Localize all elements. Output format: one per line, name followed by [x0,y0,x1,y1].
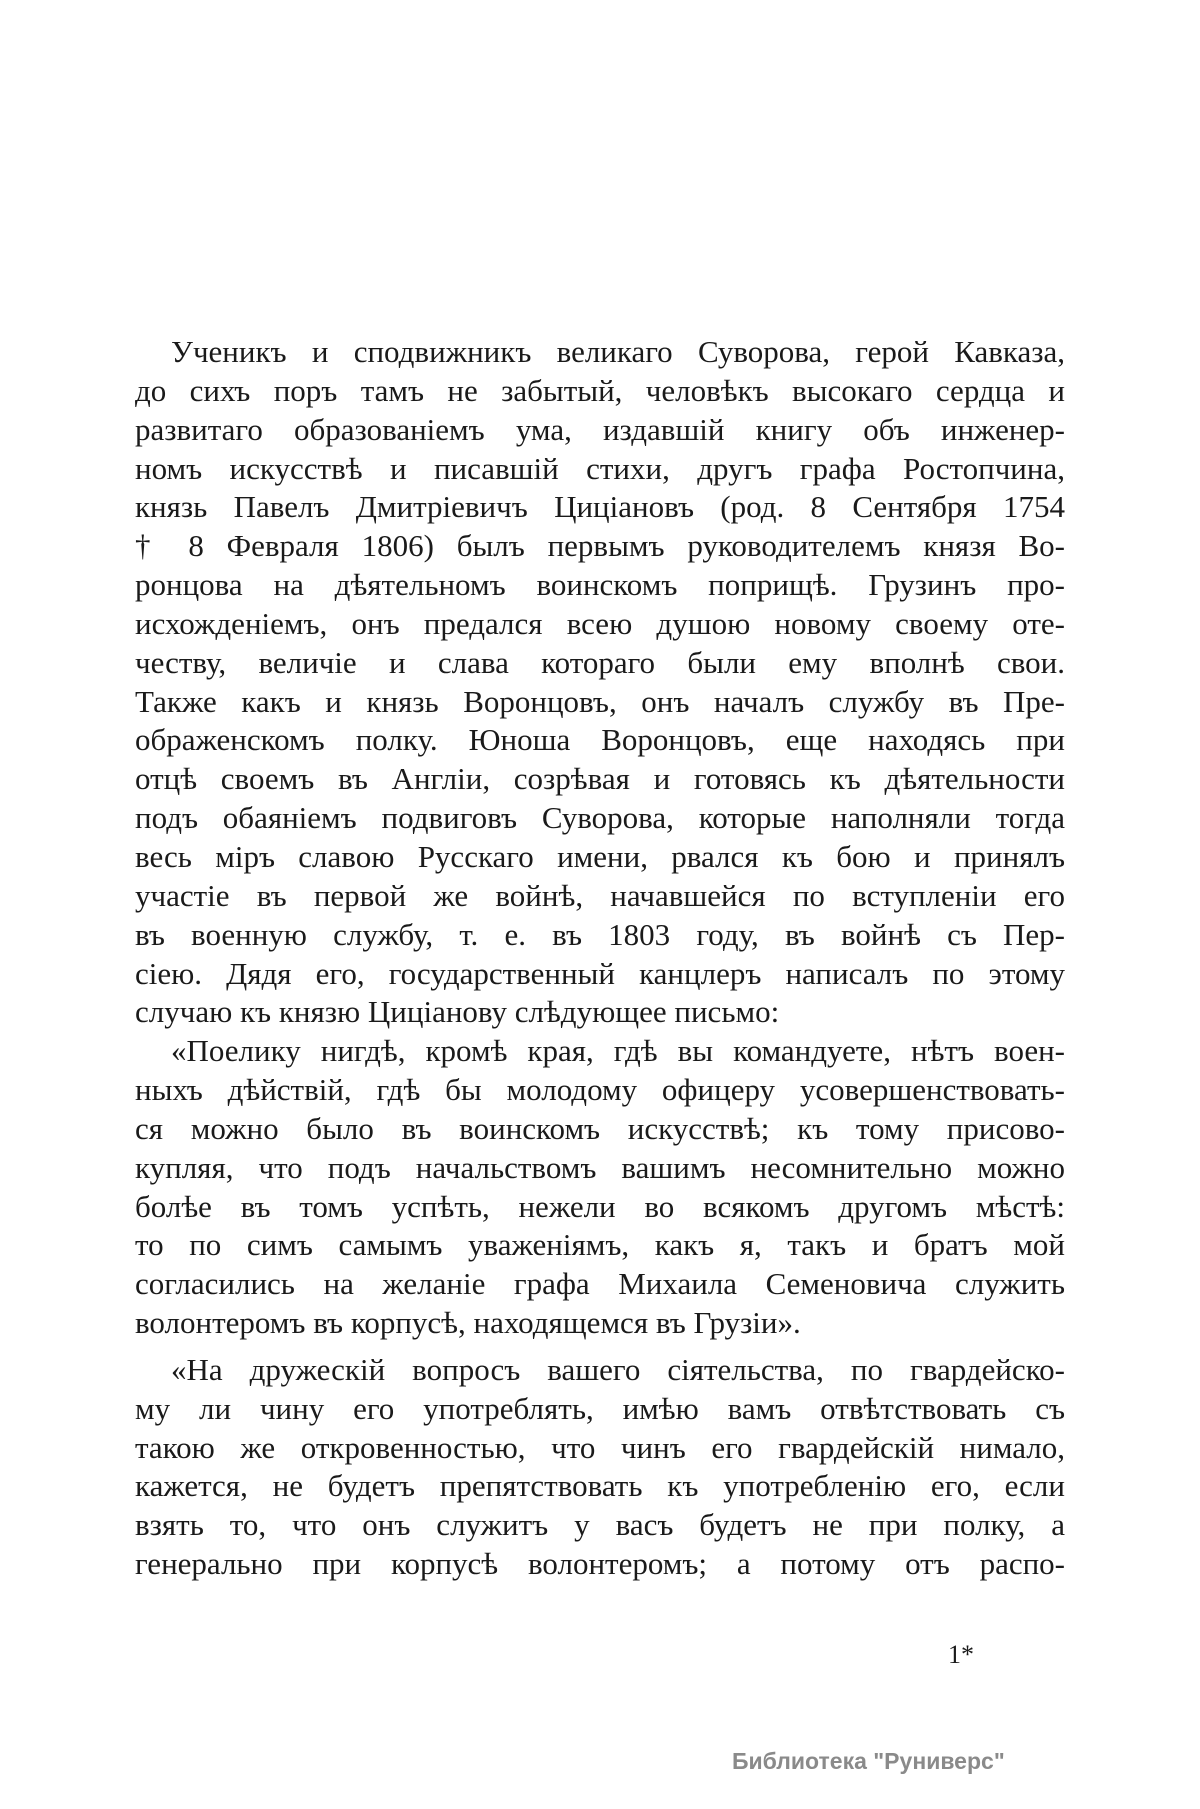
text-line: купляя, что подъ начальствомъ вашимъ несомнительно можно [135,1149,1065,1185]
text-line: ображенскомъ полку. Юноша Воронцовъ, еще находясь при [135,722,1065,758]
text-line: исхожденіемъ, онъ предался всею душою новому своему оте- [135,605,1065,641]
text-line: болѣе въ томъ успѣть, нежели во всякомъ другомъ мѣстѣ: [135,1188,1065,1224]
text-line: взять то, что онъ служитъ у васъ будетъ не при полку, а [135,1507,1065,1543]
text-line: «На дружескій вопросъ вашего сіятельства, по гвардейско- [171,1351,1065,1387]
text-line: му ли чину его употреблять, имѣю вамъ отвѣтствовать съ [135,1390,1065,1426]
library-watermark: Библиотека "Руниверс" [732,1748,1005,1774]
text-line: случаю къ князю Циціанову слѣдующее письмо: [135,994,780,1030]
text-line: ронцова на дѣятельномъ воинскомъ поприщѣ. Грузинъ про- [135,567,1065,603]
text-line: генерально при корпусѣ волонтеромъ; а потому отъ распо- [135,1546,1065,1582]
text-line: честву, величіе и слава котораго были ему вполнѣ свои. [135,644,1065,680]
text-line: князь Павелъ Дмитріевичъ Циціановъ (род. 8 Сентября 1754 [135,489,1065,525]
text-line: Ученикъ и сподвижникъ великаго Суворова, герой Кавказа, [171,334,1065,369]
paragraph [135,333,1065,1032]
page-number: 1* [948,1640,974,1669]
text-line: ся можно было въ воинскомъ искусствѣ; къ тому присово- [135,1110,1065,1146]
quote-paragraph [135,1032,1065,1343]
text-line: отцѣ своемъ въ Англіи, созрѣвая и готовясь къ дѣятельности [135,761,1065,797]
quote-paragraph [135,1351,1065,1584]
text-line: участіе въ первой же войнѣ, начавшейся по вступленіи его [135,877,1065,913]
text-line: въ военную службу, т. е. въ 1803 году, въ войнѣ съ Пер- [135,916,1065,952]
text-line: ныхъ дѣйствій, гдѣ бы молодому офицеру усовершенствовать- [135,1072,1065,1108]
text-line: «Поелику нигдѣ, кромѣ края, гдѣ вы командуете, нѣтъ воен- [171,1033,1065,1069]
text-line: Также какъ и князь Воронцовъ, онъ началъ службу въ Пре- [135,683,1065,719]
text-line: согласились на желаніе графа Михаила Семеновича служить [135,1266,1065,1302]
body-text [135,333,1065,1584]
text-line: то по симъ самымъ уваженіямъ, какъ я, такъ и братъ мой [135,1227,1065,1263]
text-line: подъ обаяніемъ подвиговъ Суворова, которые наполняли тогда [135,800,1065,836]
text-line: такою же откровенностью, что чинъ его гвардейскій нимало, [135,1429,1065,1465]
text-line: волонтеромъ въ корпусѣ, находящемся въ Грузіи». [135,1305,801,1341]
text-line: кажется, не будетъ препятствовать къ употребленію его, если [135,1468,1065,1504]
text-line: сіею. Дядя его, государственный канцлеръ написалъ по этому [135,955,1065,991]
text-line: развитаго образованіемъ ума, издавшій книгу объ инженер- [135,411,1065,447]
text-line: номъ искусствѣ и писавшій стихи, другъ графа Ростопчина, [135,450,1065,486]
text-line: до сихъ поръ тамъ не забытый, человѣкъ высокаго сердца и [135,372,1065,408]
paragraph-gap [135,1343,1065,1351]
text-line: † 8 Февраля 1806) былъ первымъ руководителемъ князя Во- [135,528,1065,564]
text-line: весь міръ славою Русскаго имени, рвался къ бою и принялъ [135,838,1065,874]
